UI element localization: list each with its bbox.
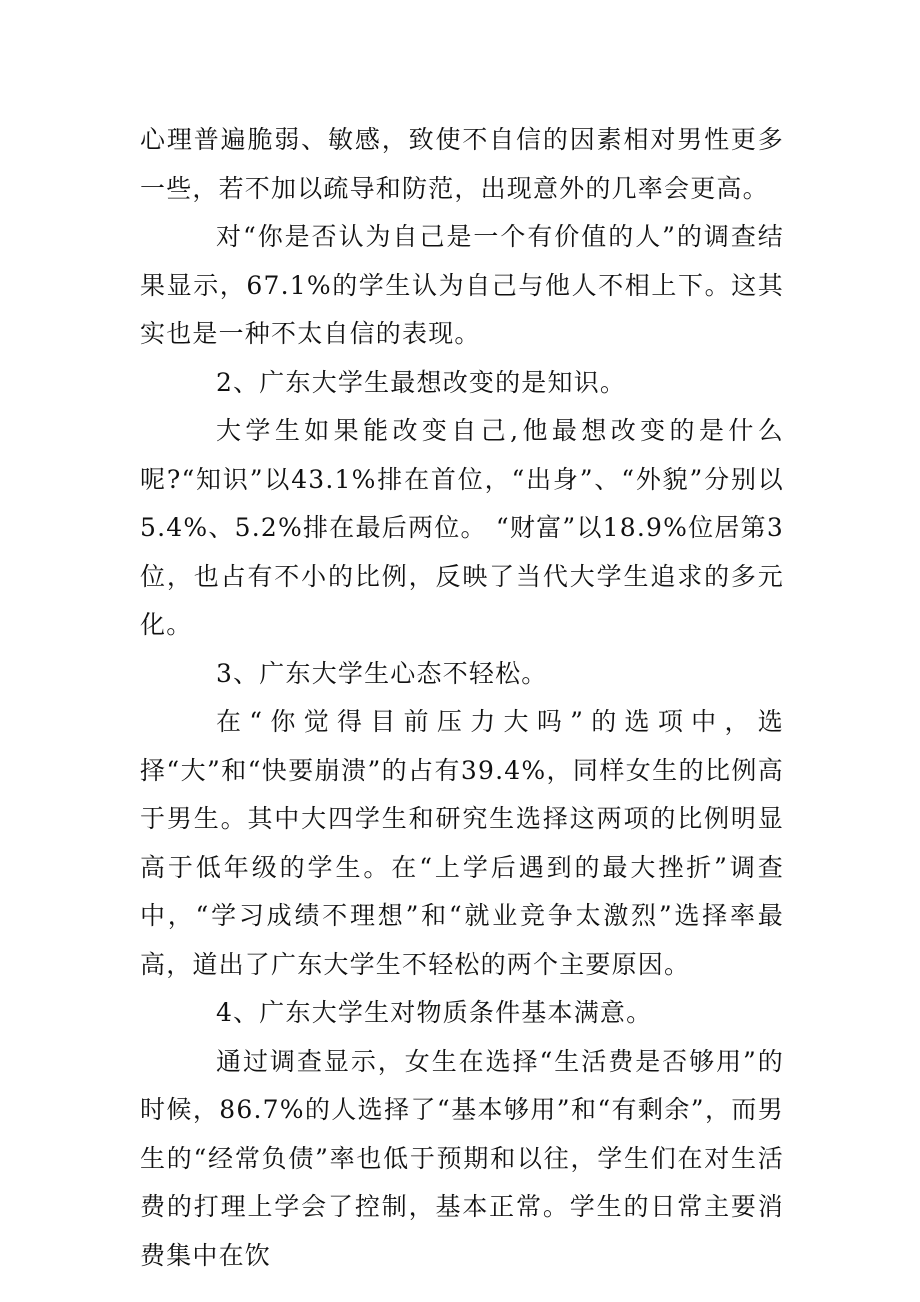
section-heading-mindset: 3、广东大学生心态不轻松。 bbox=[216, 658, 548, 688]
paragraph-knowledge: 大学生如果能改变自己,他最想改变的是什么呢?“知识”以43.1%排在首位，“出身”、“外貌”分别以5.4%、5.2%排在最后两位。 “财富”以18.9%位居第3位，也占有不小的比例，反映了当代大学生追求的多元化。 bbox=[140, 416, 784, 639]
paragraph-self-worth-survey: 对“你是否认为自己是一个有价值的人”的调查结果显示，67.1%的学生认为自己与他人不相上下。这其实也是一种不太自信的表现。 bbox=[140, 222, 784, 348]
section-heading-knowledge: 2、广东大学生最想改变的是知识。 bbox=[216, 367, 627, 397]
paragraph-continuation: 心理普遍脆弱、敏感，致使不自信的因素相对男性更多一些，若不加以疏导和防范，出现意外的几率会更高。 bbox=[140, 125, 784, 203]
paragraph-pressure: 在“你觉得目前压力大吗”的选项中，选择“大”和“快要崩溃”的占有39.4%，同样女生的比例高于男生。其中大四学生和研究生选择这两项的比例明显高于低年级的学生。在“上学后遇到的最大挫折”调查中，“学习成绩不理想”和“就业竞争太激烈”选择率最高，道出了广东大学生不轻松的两个主要原因。 bbox=[140, 707, 784, 979]
paragraph-living-expenses: 通过调查显示，女生在选择“生活费是否够用”的时候，86.7%的人选择了“基本够用”和“有剩余”，而男生的“经常负债”率也低于预期和以往，学生们在对生活费的打理上学会了控制，基本正常。学生的日常主要消费集中在饮 bbox=[140, 1046, 784, 1270]
document-body bbox=[140, 116, 784, 1280]
section-heading-material: 4、广东大学生对物质条件基本满意。 bbox=[216, 998, 653, 1027]
